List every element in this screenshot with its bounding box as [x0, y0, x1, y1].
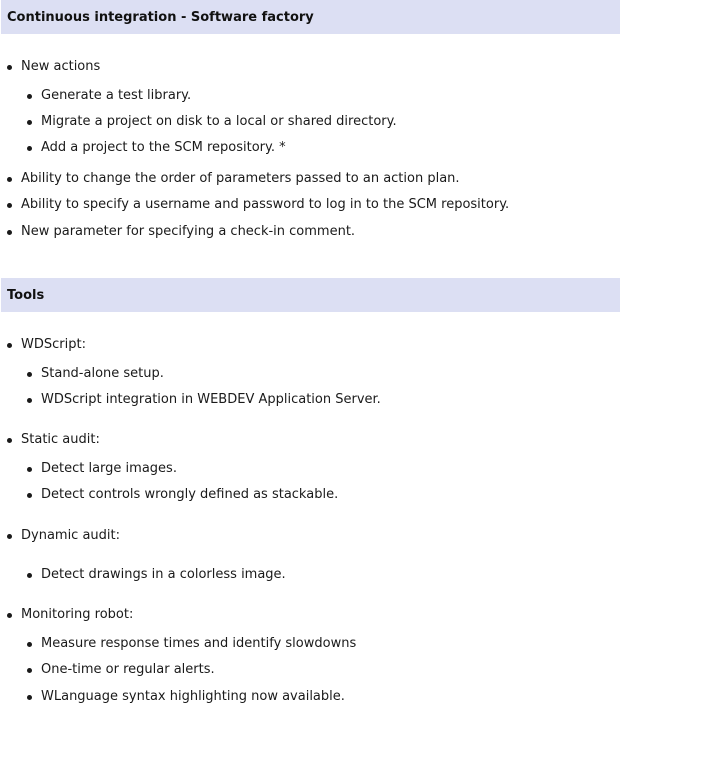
section-header-continuous-integration: Continuous integration - Software factory [1, 0, 620, 34]
list-item: Detect large images. [41, 461, 177, 476]
list-item: Ability to specify a username and password to log in to the SCM repository. [21, 197, 510, 212]
list-item: New actions [21, 59, 101, 74]
list-item: One-time or regular alerts. [41, 662, 215, 677]
list-item: Ability to change the order of parameters passed to an action plan. [21, 171, 460, 186]
list-item: Stand-alone setup. [41, 366, 164, 381]
list-item: Detect controls wrongly defined as stackable. [41, 487, 339, 502]
list-item: Static audit: [21, 432, 100, 447]
list-item: New parameter for specifying a check-in comment. [21, 224, 356, 239]
list-item: Monitoring robot: [21, 607, 134, 622]
list-item: Measure response times and identify slowdowns [41, 636, 357, 651]
list-item: Detect drawings in a colorless image. [41, 567, 286, 582]
list-item: WDScript integration in WEBDEV Application Server. [41, 392, 381, 407]
list-item: WLanguage syntax highlighting now available. [41, 689, 345, 704]
section-header-tools: Tools [1, 278, 620, 312]
list-item: Dynamic audit: [21, 528, 121, 543]
list-item: Generate a test library. [41, 88, 192, 103]
list-item: Migrate a project on disk to a local or shared directory. [41, 114, 397, 129]
list-item: WDScript: [21, 337, 86, 352]
list-item: Add a project to the SCM repository. * [41, 140, 286, 155]
